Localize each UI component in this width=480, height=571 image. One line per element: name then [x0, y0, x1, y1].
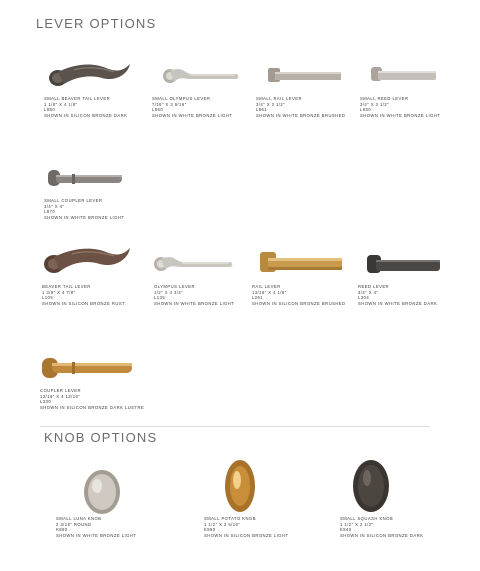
product-size: 3/4" X 4" — [358, 289, 379, 295]
coupler-lever-image — [40, 354, 136, 384]
product-name: SMALL POTATO KNOB — [204, 516, 256, 521]
product-size: 13/16" X 4 13/16" — [40, 393, 81, 399]
product-name: SMALL OLYMPUS LEVER — [152, 96, 211, 101]
product-size: 1 3/8" X 4 7/8" — [42, 289, 76, 295]
small-luna-knob-caption — [56, 516, 136, 538]
product-name: BEAVER TAIL LEVER — [42, 284, 91, 289]
product-code: L304 — [358, 295, 370, 301]
product-name: SMALL LUNA KNOB — [56, 516, 102, 521]
small-potato-knob-caption — [204, 516, 288, 538]
product-code: L830 — [360, 107, 372, 113]
product-name: RAIL LEVER — [252, 284, 281, 289]
product-size: 2 3/16" ROUND — [56, 521, 92, 527]
small-rail-lever-caption — [256, 96, 345, 118]
product-code: K850 — [204, 527, 216, 533]
product-name: SMALL RAIL LEVER — [256, 96, 302, 101]
small-luna-knob-image — [78, 462, 126, 518]
product-size: 3/4" X 4" — [44, 203, 65, 209]
section-divider — [40, 426, 430, 427]
product-name: COUPLER LEVER — [40, 388, 81, 393]
product-code: L105 — [42, 295, 54, 301]
product-name: SMALL COUPLER LEVER — [44, 198, 103, 203]
rail-lever-caption — [252, 284, 346, 306]
small-coupler-lever-image — [46, 166, 126, 190]
product-finish: SHOWN IN SILICON BRONZE LIGHT — [204, 532, 289, 538]
beaver-tail-lever-image — [38, 244, 134, 278]
product-size: 1 1/8" X 4 1/8" — [44, 101, 78, 107]
product-finish: SHOWN IN WHITE BRONZE LIGHT — [152, 112, 233, 118]
product-finish: SHOWN IN SILICON BRONZE RUST — [42, 300, 126, 306]
product-size: 7/16" X 3 9/16" — [152, 101, 187, 107]
small-squash-knob-image — [348, 456, 394, 516]
product-size: 3/4" X 3 1/2" — [360, 101, 390, 107]
product-size: 1 1/2" X 2 5/16" — [204, 521, 241, 527]
product-code: L330 — [40, 399, 52, 405]
product-finish: SHOWN IN SILICON BRONZE DARK LUSTRE — [40, 404, 145, 410]
rail-lever-image — [256, 248, 346, 280]
product-name: REED LEVER — [358, 284, 390, 289]
small-olympus-lever-image — [160, 62, 240, 86]
product-code: L860 — [152, 107, 164, 113]
product-finish: SHOWN IN WHITE BRONZE LIGHT — [44, 214, 125, 220]
small-reed-lever-caption — [360, 96, 440, 118]
product-code: L870 — [44, 209, 56, 215]
reed-lever-caption — [358, 284, 437, 306]
reed-lever-image — [364, 250, 444, 278]
small-beaver-tail-lever-caption — [44, 96, 127, 118]
product-code: L135 — [154, 295, 166, 301]
product-finish: SHOWN IN SILICON BRONZE DARK — [340, 532, 424, 538]
product-code: L850 — [44, 107, 56, 113]
small-potato-knob-image — [220, 456, 260, 516]
product-finish: SHOWN IN SILICON BRONZE BRUSHED — [252, 300, 346, 306]
product-name: SMALL REED LEVER — [360, 96, 409, 101]
product-finish: SHOWN IN WHITE BRONZE LIGHT — [154, 300, 235, 306]
small-rail-lever-image — [265, 62, 345, 86]
olympus-lever-caption — [154, 284, 234, 306]
small-squash-knob-caption — [340, 516, 423, 538]
product-name: SMALL BEAVER TAIL LEVER — [44, 96, 111, 101]
product-code: L861 — [256, 107, 268, 113]
product-code: L261 — [252, 295, 264, 301]
product-code: K860 — [56, 527, 68, 533]
olympus-lever-image — [152, 250, 234, 274]
knob-options-title: KNOB OPTIONS — [44, 430, 158, 445]
small-reed-lever-image — [368, 62, 440, 86]
product-size: 1 1/2" X 2 1/2" — [340, 521, 374, 527]
product-size: 13/16" X 4 1/8" — [252, 289, 287, 295]
product-finish: SHOWN IN WHITE BRONZE DARK — [358, 300, 438, 306]
product-name: OLYMPUS LEVER — [154, 284, 195, 289]
product-code: K840 — [340, 527, 352, 533]
product-finish: SHOWN IN WHITE BRONZE BRUSHED — [256, 112, 346, 118]
lever-options-title: LEVER OPTIONS — [36, 16, 157, 31]
product-size: 1/2" X 4 3/4" — [154, 289, 184, 295]
product-finish: SHOWN IN WHITE BRONZE LIGHT — [56, 532, 137, 538]
coupler-lever-caption — [40, 388, 144, 410]
small-coupler-lever-caption — [44, 198, 124, 220]
beaver-tail-lever-caption — [42, 284, 125, 306]
small-beaver-tail-lever-image — [44, 60, 134, 92]
product-finish: SHOWN IN SILICON BRONZE DARK — [44, 112, 128, 118]
product-finish: SHOWN IN WHITE BRONZE LIGHT — [360, 112, 441, 118]
small-olympus-lever-caption — [152, 96, 232, 118]
product-size: 3/4" X 3 1/2" — [256, 101, 286, 107]
product-name: SMALL SQUASH KNOB — [340, 516, 394, 521]
